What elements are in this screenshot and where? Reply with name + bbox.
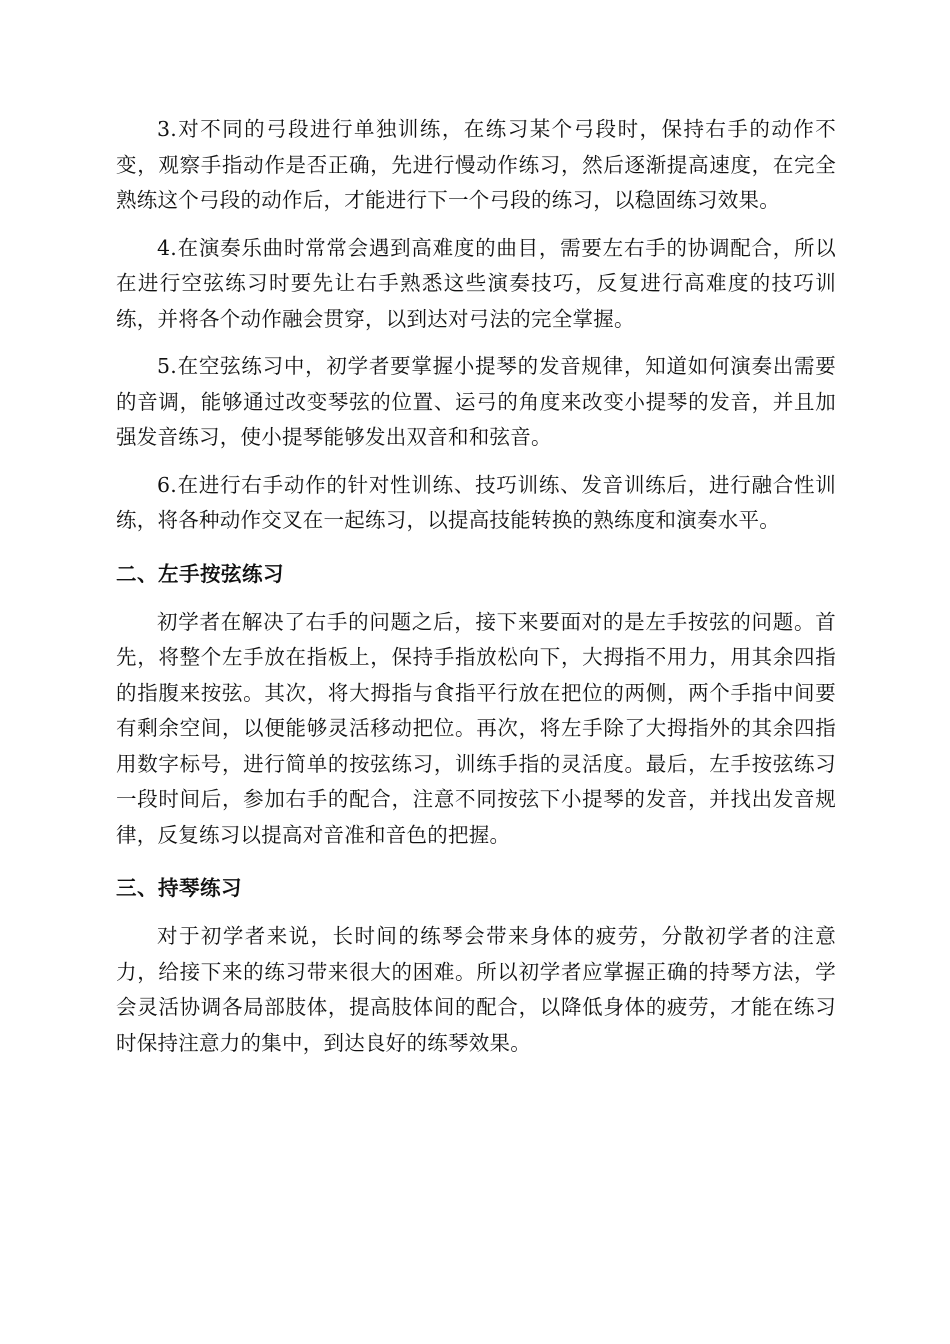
paragraph-step-5: 5.在空弦练习中，初学者要掌握小提琴的发音规律，知道如何演奏出需要的音调，能够通过改变琴弦的位置、运弓的角度来改变小提琴的发音，并且加强发音练习，使小提琴能够发出双音和和弦音。 <box>116 354 836 449</box>
paragraph-holding: 对于初学者来说，长时间的练琴会带来身体的疲劳，分散初学者的注意力，给接下来的练习带来很大的困难。所以初学者应掌握正确的持琴方法，学会灵活协调各局部肢体，提高肢体间的配合，以降低身体的疲劳，才能在练习时保持注意力的集中，到达良好的练琴效果。 <box>116 924 836 1055</box>
paragraph-left-hand: 初学者在解决了右手的问题之后，接下来要面对的是左手按弦的问题。首先，将整个左手放在指板上，保持手指放松向下，大拇指不用力，用其余四指的指腹来按弦。其次，将大拇指与食指平行放在把位的两侧，两个手指中间要有剩余空间，以便能够灵活移动把位。再次，将左手除了大拇指外的其余四指用数字标号，进行简单的按弦练习，训练手指的灵活度。最后，左手按弦练习一段时间后，参加右手的配合，注意不同按弦下小提琴的发音，并找出发音规律，反复练习以提高对音准和音色的把握。 <box>116 609 836 847</box>
paragraph-step-4: 4.在演奏乐曲时常常会遇到高难度的曲目，需要左右手的协调配合，所以在进行空弦练习时要先让右手熟悉这些演奏技巧，反复进行高难度的技巧训练，并将各个动作融会贯穿，以到达对弓法的完全掌握。 <box>116 235 836 331</box>
paragraph-step-6: 6.在进行右手动作的针对性训练、技巧训练、发音训练后，进行融合性训练，将各种动作交叉在一起练习，以提高技能转换的熟练度和演奏水平。 <box>116 472 836 532</box>
section-heading-left-hand: 二、左手按弦练习 <box>116 561 284 586</box>
document-page <box>116 112 836 1061</box>
paragraph-step-3: 3.对不同的弓段进行单独训练，在练习某个弓段时，保持右手的动作不变，观察手指动作是否正确，先进行慢动作练习，然后逐渐提高速度，在完全熟练这个弓段的动作后，才能进行下一个弓段的练习，以稳固练习效果。 <box>116 117 836 212</box>
section-heading-holding: 三、持琴练习 <box>116 876 242 900</box>
